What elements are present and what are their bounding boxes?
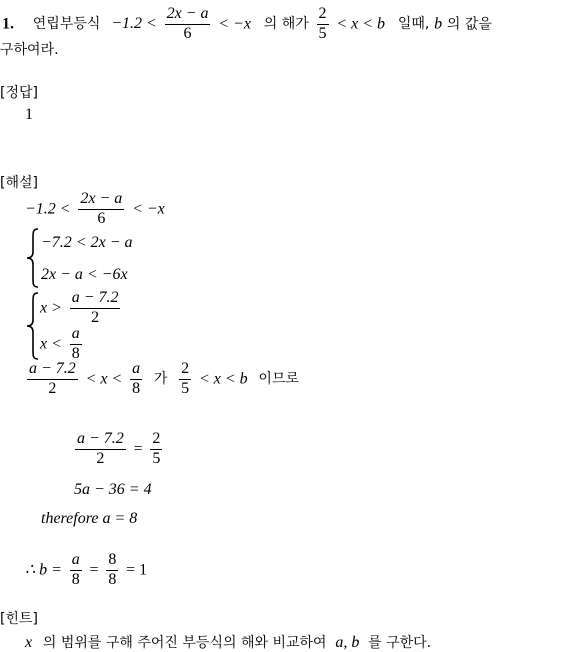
system-1-line-a: −7.2 < 2x − a	[41, 234, 133, 251]
solution-l4-text: 이므로	[258, 371, 299, 388]
final-line	[25, 552, 147, 589]
problem-fraction-2-denominator: 5	[318, 24, 327, 42]
hint-var: x	[25, 634, 33, 651]
system-2-b-denominator: 8	[71, 344, 80, 362]
problem-lhs: −1.2 <	[111, 15, 157, 33]
final-lhs: ∴ b =	[25, 561, 62, 579]
problem-mid: < −x	[218, 15, 251, 33]
problem-line-2: 구하여라.	[0, 42, 59, 58]
equation-1-denominator-1: 2	[96, 449, 105, 467]
problem-range: < x < b	[336, 15, 386, 33]
equation-1-equals: =	[133, 440, 143, 458]
final-equals: =	[89, 561, 99, 579]
solution-l1-numerator: 2x − a	[78, 191, 124, 210]
solution-l4-denominator-2: 8	[132, 379, 141, 397]
hint-header: [힌트]	[0, 611, 38, 627]
system-2-b-fraction	[70, 326, 82, 363]
problem-text-1: 연립부등식	[32, 16, 101, 33]
solution-l4-fraction-3	[179, 361, 191, 398]
problem-text-2: 의 해가	[263, 16, 309, 33]
solution-l1-fraction	[78, 191, 124, 228]
system-brace-2	[26, 292, 40, 360]
solution-l4-ga: 가	[153, 371, 168, 388]
problem-text-3: 일때,	[397, 16, 430, 33]
equation-1-numerator-1: a − 7.2	[75, 431, 126, 450]
hint-line	[25, 632, 431, 652]
solution-l1-lhs: −1.2 <	[25, 200, 71, 218]
hint-vars: a, b	[335, 634, 360, 651]
solution-l1-denominator: 6	[97, 209, 106, 227]
final-denominator-2: 8	[108, 570, 117, 588]
solution-l4-denominator-1: 2	[48, 379, 57, 397]
problem-text-4: 의 값을	[446, 16, 492, 33]
final-rhs: = 1	[126, 561, 148, 579]
equation-1-fraction-2	[150, 431, 162, 468]
system-brace-1	[26, 228, 40, 288]
hint-text-1: 의 범위를 구해 주어진 부등식의 해와 비교하여	[42, 635, 327, 651]
solution-l4-fraction-1	[27, 361, 78, 398]
solution-l4-denominator-3: 5	[181, 379, 190, 397]
system-2-line-b	[40, 326, 85, 363]
system-2-line-a	[40, 290, 123, 327]
equation-1-numerator-2: 2	[150, 431, 162, 450]
system-2-a-numerator: a − 7.2	[70, 290, 121, 309]
solution-l4-numerator-1: a − 7.2	[27, 361, 78, 380]
solution-header: [해설]	[0, 175, 38, 191]
solution-l4-numerator-3: 2	[179, 361, 191, 380]
system-2-a-denominator: 2	[91, 308, 100, 326]
system-2-b-lhs: x <	[40, 335, 62, 353]
final-denominator-1: 8	[71, 570, 80, 588]
system-2-b-numerator: a	[70, 326, 82, 345]
solution-l4-fraction-2	[130, 361, 142, 398]
answer-header: [정답]	[0, 85, 38, 101]
equation-2: 5a − 36 = 4	[74, 481, 152, 498]
problem-line-1	[2, 6, 492, 43]
problem-fraction-denominator: 6	[183, 24, 192, 42]
equation-1-fraction-1	[75, 431, 126, 468]
solution-l1-rhs: < −x	[132, 200, 165, 218]
problem-number: 1.	[2, 15, 14, 33]
solution-l4-numerator-2: a	[130, 361, 142, 380]
problem-fraction-numerator: 2x − a	[165, 6, 211, 25]
problem-fraction-2-numerator: 2	[317, 6, 329, 25]
solution-line-1	[25, 191, 165, 228]
system-1-line-b: 2x − a < −6x	[41, 266, 128, 283]
solution-line-4	[24, 361, 299, 398]
hint-text-2: 를 구한다.	[368, 635, 432, 651]
final-fraction-1	[70, 552, 82, 589]
final-numerator-2: 8	[106, 552, 118, 571]
system-2-a-lhs: x >	[40, 299, 62, 317]
system-2-a-fraction	[70, 290, 121, 327]
final-numerator-1: a	[70, 552, 82, 571]
solution-l4-range: < x < b	[198, 370, 248, 388]
problem-fraction-2	[317, 6, 329, 43]
answer-value: 1	[25, 106, 33, 123]
equation-1-denominator-2: 5	[152, 449, 161, 467]
solution-l4-mid: < x <	[85, 370, 123, 388]
problem-b-var: b	[434, 15, 443, 33]
equation-1	[72, 431, 165, 468]
equation-3: therefore a = 8	[41, 510, 138, 527]
final-fraction-2	[106, 552, 118, 589]
problem-fraction	[165, 6, 211, 43]
